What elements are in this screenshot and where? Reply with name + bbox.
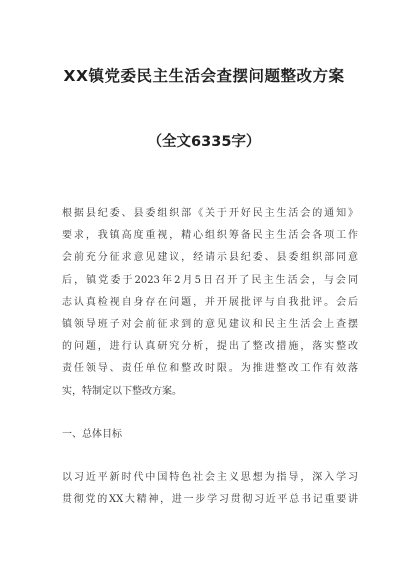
text-line: 根据县纪委、县委组织部《关于开好民主生活会的通知》 xyxy=(62,208,358,219)
document-subtitle: （全文6335字） xyxy=(147,134,261,150)
document-title: XX镇党委民主生活会查摆问题整改方案 xyxy=(63,67,345,85)
goal-paragraph xyxy=(62,467,358,511)
intro-paragraph xyxy=(62,203,358,403)
text-line: 贯彻党的XX大精神，进一步学习贯彻习近平总书记重要讲 xyxy=(62,494,358,506)
text-line: 镇领导班子对会前征求到的意见建议和民主生活会上查摆 xyxy=(62,319,358,331)
text-line: 会前充分征求意见建议，经请示县纪委、县委组织部同意 xyxy=(62,252,358,264)
section-heading-text: 一、总体目标 xyxy=(62,429,122,440)
text-line: 以习近平新时代中国特色社会主义思想为指导，深入学习 xyxy=(62,472,358,483)
text-line: 的问题，进行认真研究分析，提出了整改措施，落实整改 xyxy=(62,341,358,353)
text-line: 后，镇党委于2023年2月5日召开了民主生活会，与会同 xyxy=(62,274,358,286)
text-line: 要求，我镇高度重视，精心组织筹备民主生活会各项工作 xyxy=(62,230,358,242)
section-heading xyxy=(62,424,358,446)
text-line: 责任领导、责任单位和整改时限。为推进整改工作有效落 xyxy=(62,363,358,375)
text-line: 实，特制定以下整改方案。 xyxy=(62,385,182,397)
text-line: 志认真检视自身存在问题，并开展批评与自我批评。会后 xyxy=(62,296,358,308)
